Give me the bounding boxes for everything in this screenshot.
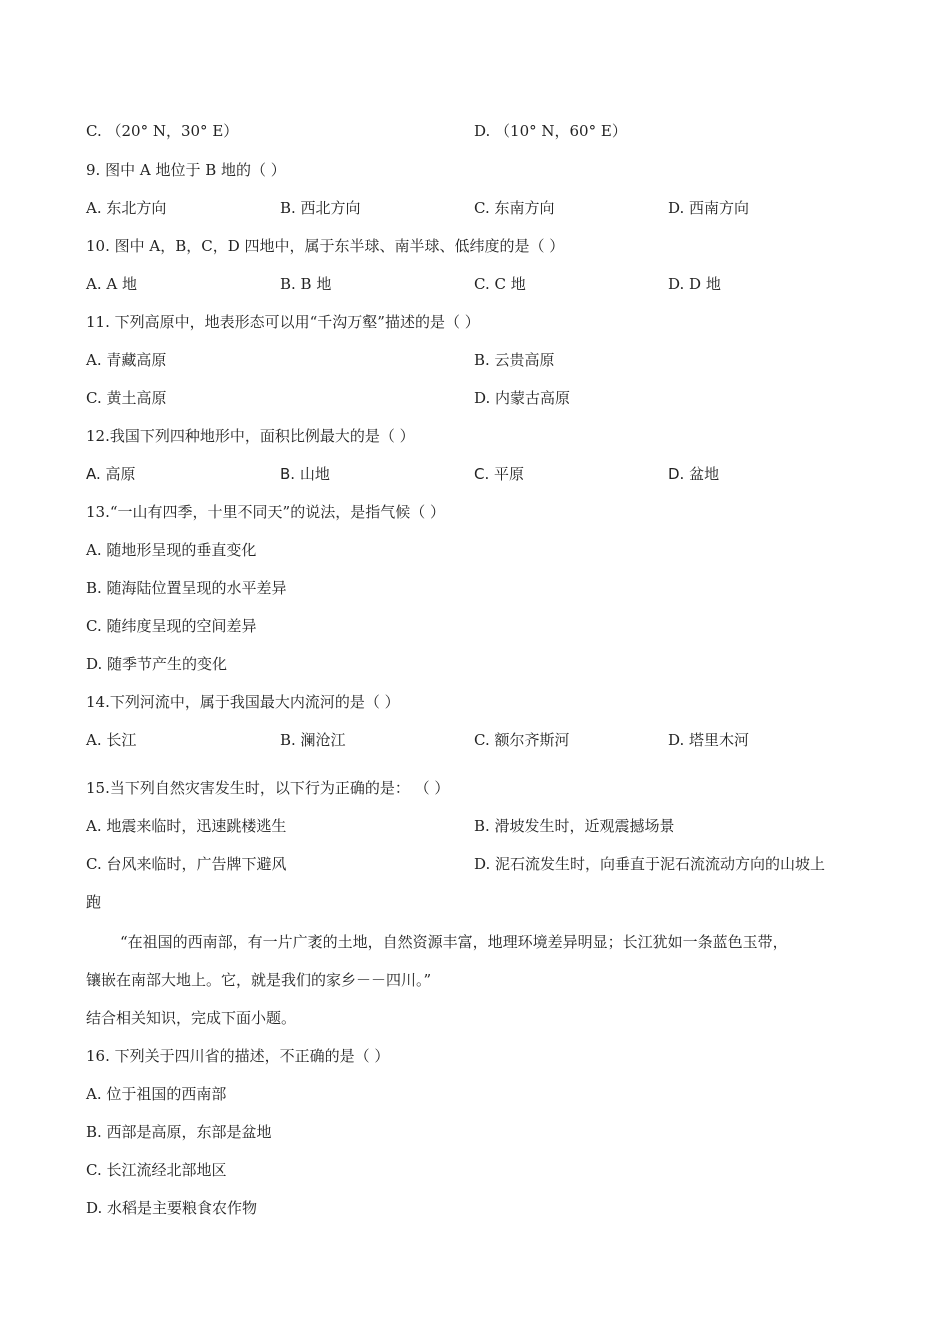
q16-stem: 16. 下列关于四川省的描述，不正确的是（ ） [86,1047,390,1065]
q12-option-d: D. 盆地 [668,465,720,483]
q16-option-a: A. 位于祖国的西南部 [86,1085,227,1103]
q14-option-d: D. 塔里木河 [668,731,750,749]
q9-option-a: A. 东北方向 [86,199,167,217]
q13-option-a: A. 随地形呈现的垂直变化 [86,541,257,559]
q10-option-d: D. D 地 [668,275,721,293]
q16-option-c: C. 长江流经北部地区 [86,1161,227,1179]
q15-option-d-continuation: 跑 [86,893,102,911]
q16-option-d: D. 水稻是主要粮食农作物 [86,1199,258,1217]
q15-stem: 15.当下列自然灾害发生时，以下行为正确的是： （ ） [86,779,450,797]
q12-option-c: C. 平原 [474,465,525,483]
q12-option-a: A. 高原 [86,465,136,483]
q14-option-b: B. 澜沧江 [280,731,346,749]
q9-option-c: C. 东南方向 [474,199,555,217]
q14-stem: 14.下列河流中，属于我国最大内流河的是（ ） [86,693,400,711]
q11-option-d: D. 内蒙古高原 [474,389,571,407]
q11-stem: 11. 下列高原中，地表形态可以用“千沟万壑”描述的是（ ） [86,313,480,331]
q10-option-a: A. A 地 [86,275,137,293]
q15-option-b: B. 滑坡发生时，近观震撼场景 [474,817,675,835]
q12-stem: 12.我国下列四种地形中，面积比例最大的是（ ） [86,427,415,445]
q13-stem: 13.“一山有四季，十里不同天”的说法，是指气候（ ） [86,503,445,521]
q8-option-d: D. （10° N，60° E） [474,122,627,140]
q16-option-b: B. 西部是高原，东部是盆地 [86,1123,272,1141]
q13-option-c: C. 随纬度呈现的空间差异 [86,617,257,635]
q14-option-c: C. 额尔齐斯河 [474,731,570,749]
q10-option-c: C. C 地 [474,275,526,293]
q13-option-d: D. 随季节产生的变化 [86,655,228,673]
q10-option-b: B. B 地 [280,275,332,293]
q15-option-a: A. 地震来临时，迅速跳楼逃生 [86,817,287,835]
q8-option-c: C. （20° N，30° E） [86,122,239,140]
passage-instruction: 结合相关知识，完成下面小题。 [86,1009,297,1027]
q9-option-d: D. 西南方向 [668,199,750,217]
passage-line-2: 镶嵌在南部大地上。它，就是我们的家乡－－四川。” [86,971,432,989]
q15-option-d: D. 泥石流发生时，向垂直于泥石流流动方向的山坡上 [474,855,826,873]
q11-option-c: C. 黄土高原 [86,389,167,407]
q11-option-a: A. 青藏高原 [86,351,167,369]
q9-option-b: B. 西北方向 [280,199,361,217]
q9-stem: 9. 图中 A 地位于 B 地的（ ） [86,161,286,179]
q12-option-b: B. 山地 [280,465,330,483]
q15-option-c: C. 台风来临时，广告牌下避风 [86,855,287,873]
passage-line-1: “在祖国的西南部，有一片广袤的土地，自然资源丰富，地理环境差异明显；长江犹如一条蓝色玉带， [120,933,788,951]
q10-stem: 10. 图中 A，B，C，D 四地中，属于东半球、南半球、低纬度的是（ ） [86,237,565,255]
q14-option-a: A. 长江 [86,731,137,749]
q11-option-b: B. 云贵高原 [474,351,555,369]
q13-option-b: B. 随海陆位置呈现的水平差异 [86,579,287,597]
